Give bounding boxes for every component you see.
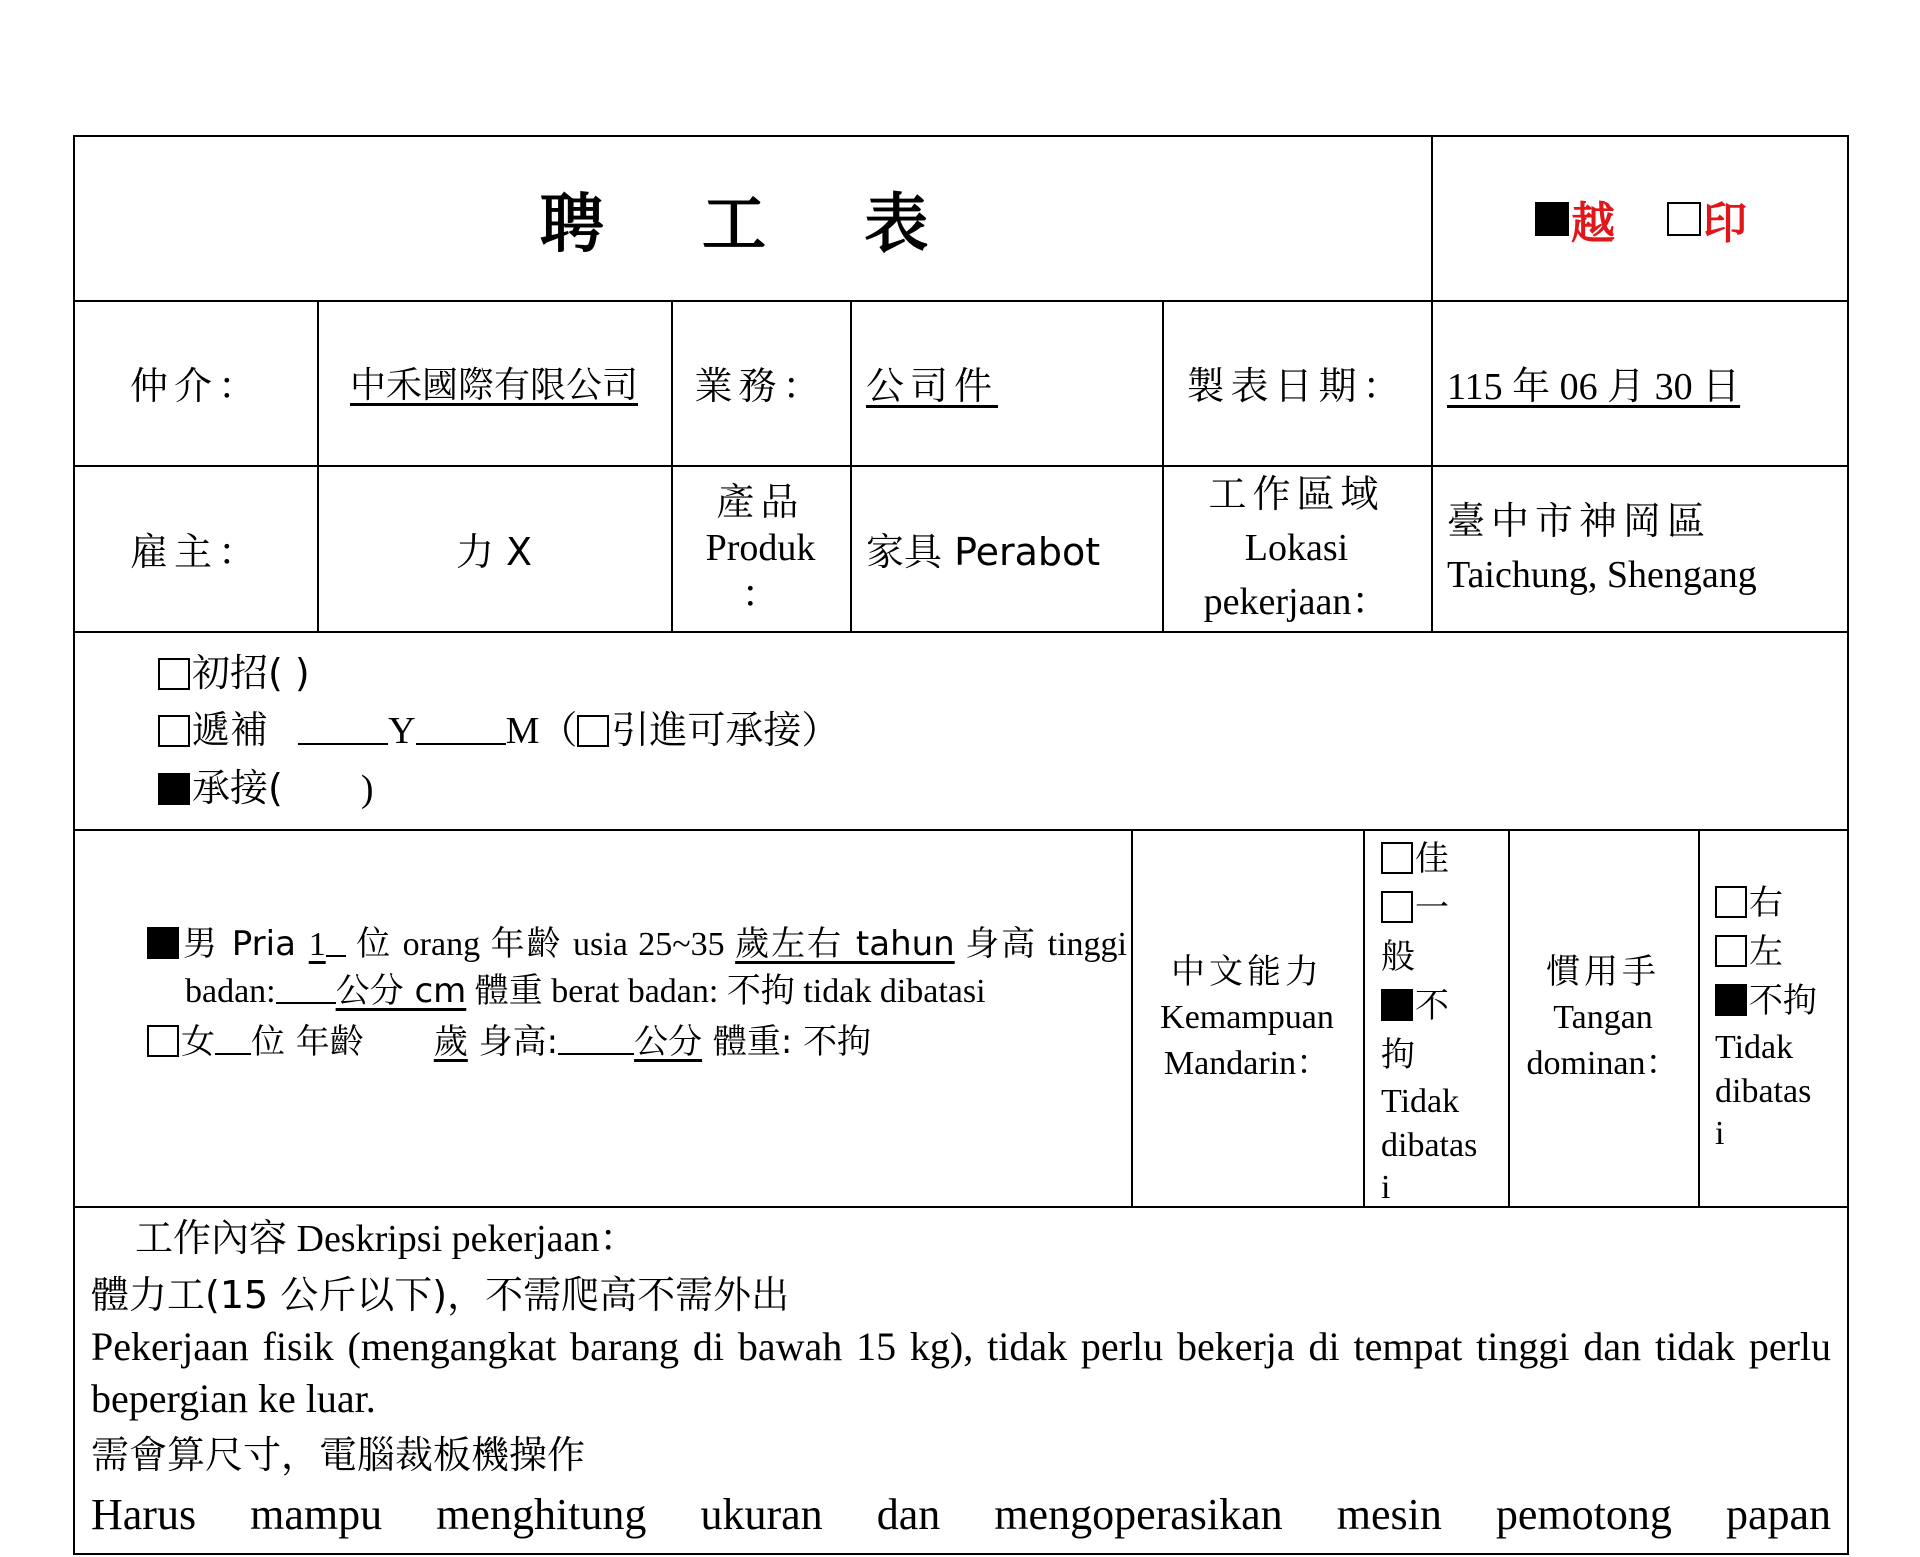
- mandarin-any-label: 不: [1415, 986, 1449, 1026]
- recruit-takeover: [158, 760, 1758, 818]
- sales-value: 公司件: [866, 364, 999, 408]
- male-text-c: 身高 tinggi badan:: [185, 926, 1127, 1010]
- hand-left-label: 左: [1749, 932, 1783, 972]
- male-checkbox[interactable]: [147, 927, 179, 959]
- mandarin-opt-good: [1381, 835, 1505, 884]
- hand-any-id1: Tidak: [1715, 1029, 1794, 1066]
- description-line2-zh: 需會算尺寸，電腦裁板機操作: [91, 1433, 586, 1477]
- agency-value-cell: [317, 300, 671, 465]
- female-text-a: 女: [181, 1022, 215, 1062]
- agency-value: 中禾國際有限公司: [349, 365, 638, 406]
- takeover-close: ): [360, 768, 374, 810]
- recruit-type-options: [158, 645, 1758, 825]
- area-value: [1431, 465, 1851, 631]
- description-line1-zh: 體力工(15 公斤以下)，不需爬高不需外出: [91, 1273, 790, 1317]
- replace-label: 遞補: [192, 708, 269, 752]
- mandarin-good-checkbox[interactable]: [1381, 842, 1413, 874]
- mandarin-label-id2: Mandarin：: [1163, 1044, 1331, 1082]
- hand-label-id1: Tangan: [1553, 998, 1653, 1036]
- male-requirement: [147, 921, 1127, 1015]
- hand-opt-right: [1715, 879, 1849, 928]
- hand-label-id2: dominan：: [1526, 1044, 1680, 1082]
- description-heading: 工作內容 Deskripsi pekerjaan：: [135, 1218, 638, 1260]
- mandarin-label-zh: 中文能力: [1171, 951, 1323, 992]
- hand-right-label: 右: [1749, 883, 1783, 923]
- mandarin-normal-checkbox[interactable]: [1381, 891, 1413, 923]
- product-label-colon: ：: [741, 572, 780, 616]
- vietnam-label: 越: [1571, 197, 1615, 249]
- female-text-b: 位 年齡: [251, 1022, 364, 1062]
- area-label-id1: Lokasi: [1244, 527, 1349, 569]
- mandarin-any-checkbox[interactable]: [1381, 989, 1413, 1021]
- replace-year: Y: [388, 710, 416, 752]
- mandarin-any-id2: dibatas: [1381, 1127, 1478, 1164]
- hand-label: [1508, 829, 1698, 1206]
- description-line2-id: Harus mampu menghitung ukuran dan mengoperasikan mesin pemotong papan: [91, 1490, 1831, 1539]
- male-count: 1: [308, 926, 326, 963]
- mandarin-any-id1: Tidak: [1381, 1083, 1460, 1120]
- product-label: [671, 465, 850, 631]
- mandarin-any-id3: i: [1381, 1169, 1391, 1206]
- nationality-flags: [1431, 137, 1851, 300]
- mandarin-options: [1381, 835, 1505, 1206]
- hand-label-zh: 慣用手: [1546, 951, 1660, 992]
- sales-label: 業務：: [694, 364, 827, 408]
- hand-right-checkbox[interactable]: [1715, 886, 1747, 918]
- description-line1-id: Pekerjaan fisik (mengangkat barang di bawah 15 kg), tidak perlu bekerja di tempat tinggi dan tidak perlu bepergian ke luar.: [91, 1324, 1831, 1421]
- mandarin-good-label: 佳: [1415, 839, 1449, 879]
- vietnam-checkbox[interactable]: [1535, 202, 1569, 236]
- grid-line: [75, 631, 1847, 633]
- initial-checkbox[interactable]: [158, 658, 190, 690]
- area-value-zh: 臺中市神岡區: [1447, 499, 1712, 543]
- female-text-c: 身高:: [467, 1022, 559, 1062]
- product-label-zh: 產品: [716, 480, 805, 524]
- area-label-zh: 工作區域: [1208, 472, 1385, 516]
- hand-any-label: 不拘: [1749, 981, 1817, 1021]
- hand-opt-left: [1715, 928, 1849, 977]
- female-requirement: [147, 1019, 1127, 1066]
- area-label: [1162, 465, 1431, 631]
- grid-line: [1698, 829, 1700, 1206]
- male-age-unit: 歲左右 tahun: [735, 924, 955, 964]
- indonesia-label: 印: [1703, 197, 1747, 249]
- male-height-unit: 公分 cm: [335, 971, 467, 1011]
- takeover-label: 承接(: [192, 766, 283, 810]
- mandarin-label-id1: Kemampuan: [1160, 998, 1334, 1036]
- female-height-unit: 公分: [634, 1022, 703, 1062]
- mandarin-normal-label-2: 般: [1381, 937, 1415, 977]
- transfer-in-label: 引進可承接）: [611, 708, 840, 752]
- hand-any-id2: dibatas: [1715, 1073, 1812, 1110]
- product-value: 家具 Perabot: [866, 529, 1101, 574]
- replace-checkbox[interactable]: [158, 715, 190, 747]
- hand-left-checkbox[interactable]: [1715, 935, 1747, 967]
- hand-opt-any: [1715, 977, 1849, 1026]
- hand-any-id3: i: [1715, 1115, 1725, 1152]
- female-age-unit: 歲: [433, 1022, 468, 1062]
- date-value: 115 年 06 月 30 日: [1447, 366, 1741, 408]
- recruit-replace: [158, 702, 1758, 760]
- job-description: [91, 1213, 1831, 1557]
- male-text-d: 體重 berat badan: 不拘 tidak dibatasi: [466, 973, 986, 1010]
- employer-value: 力 X: [455, 529, 533, 574]
- mandarin-opt-any: [1381, 982, 1505, 1031]
- date-label: 製表日期：: [1186, 364, 1407, 408]
- female-checkbox[interactable]: [147, 1025, 179, 1057]
- transfer-in-checkbox[interactable]: [577, 715, 609, 747]
- date-value-cell: [1431, 300, 1851, 465]
- page-title: 聘 工 表: [539, 187, 967, 262]
- mandarin-label: [1131, 829, 1363, 1206]
- gender-requirements: [147, 921, 1127, 1181]
- employer-label: 雇主：: [129, 529, 262, 574]
- hand-any-checkbox[interactable]: [1715, 984, 1747, 1016]
- grid-line: [75, 1206, 1847, 1208]
- female-text-d: 體重: 不拘: [702, 1022, 872, 1062]
- sales-value-cell: [850, 300, 1162, 465]
- mandarin-opt-normal: [1381, 884, 1505, 933]
- male-text-a: 男 Pria: [181, 924, 309, 964]
- recruitment-form: [73, 135, 1849, 1555]
- mandarin-normal-label: 一: [1415, 888, 1449, 928]
- grid-line: [1363, 829, 1365, 1206]
- takeover-checkbox[interactable]: [158, 773, 190, 805]
- hand-options: [1715, 879, 1849, 1199]
- mandarin-any-label-2: 拘: [1381, 1035, 1415, 1075]
- agency-label: 仲介：: [129, 364, 262, 408]
- recruit-initial: [158, 645, 1758, 702]
- area-label-id2: pekerjaan：: [1203, 581, 1390, 623]
- area-value-id: Taichung, Shengang: [1447, 554, 1757, 596]
- male-text-b: 位 orang 年齡 usia 25~35: [345, 926, 736, 963]
- title-cell: [75, 137, 1431, 300]
- indonesia-checkbox[interactable]: [1667, 202, 1701, 236]
- product-label-id: Produk: [705, 527, 816, 569]
- replace-month: M（: [505, 710, 578, 752]
- initial-label: 初招( ): [192, 651, 310, 695]
